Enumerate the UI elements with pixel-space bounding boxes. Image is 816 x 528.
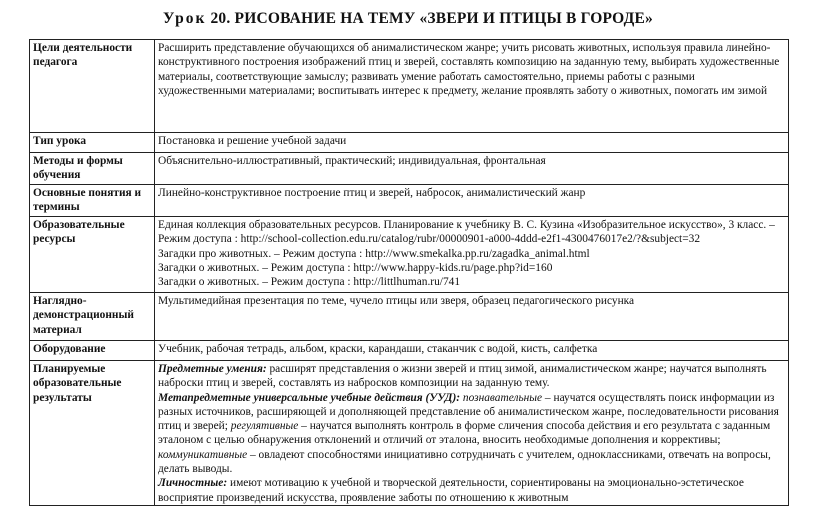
row-label-concepts: Основные понятия и термины bbox=[30, 185, 155, 217]
resource-line: Загадки про животных. – Режим доступа : http://www.smekalka.pp.ru/zagadka_animal.html bbox=[158, 247, 590, 260]
subject-skills-text: расширят представления о жизни зверей и птиц зимой, анималистическом жанре; научатся выполнять наброски птиц и зверей, составлять из набросков композиции на заданную тему. bbox=[158, 363, 767, 390]
row-value-resources bbox=[155, 217, 789, 293]
row-value-lesson-type: Постановка и решение учебной задачи bbox=[155, 133, 789, 153]
cognitive-label: познавательные bbox=[462, 391, 543, 404]
table-row bbox=[30, 217, 789, 293]
row-label-goals: Цели деятельности педагога bbox=[30, 40, 155, 133]
communicative-label: коммуникативные bbox=[158, 448, 248, 461]
regulatory-text: – научатся выполнять контроль в форме сличения способа действия и его результата с заданным эталоном с целью обнаружения отклонений и отличий от эталона, вносить необходимые дополнения и коррективы; bbox=[158, 420, 771, 447]
row-value-concepts: Линейно-конструктивное построение птиц и зверей, набросок, анималистический жанр bbox=[155, 185, 789, 217]
row-label-methods: Методы и формы обучения bbox=[30, 153, 155, 185]
page-title bbox=[0, 10, 816, 28]
table-row bbox=[30, 185, 789, 217]
subject-skills-title: Предметные умения: bbox=[158, 363, 267, 375]
table-row bbox=[30, 133, 789, 153]
row-value-equipment: Учебник, рабочая тетрадь, альбом, краски, карандаши, стаканчик с водой, кисть, салфетка bbox=[155, 341, 789, 361]
table-row bbox=[30, 153, 789, 185]
resource-line: Единая коллекция образовательных ресурсов. Планирование к учебнику В. С. Кузина «Изобразительное искусство», 3 класс. – Режим доступа : http://school-collection.edu.ru/catalog/rubr/00000901-a000-4ddd-e2f1-4300476017e2/?&subject=32 bbox=[158, 219, 775, 246]
lesson-word: Урок bbox=[163, 10, 207, 27]
table-row bbox=[30, 293, 789, 341]
row-value-goals: Расширить представление обучающихся об анималистическом жанре; учить рисовать животных, используя правила линейно-конструктивного построения изображений птиц и зверей, составлять композицию на заданную тему, выбирать художественные материалы, соответствующие замыслу; развивать умение работать самостоятельно, приемы работы с разными художественными материалами; воспитывать интерес к предмету, желание проявлять заботу о животных, помогать им зимой bbox=[155, 40, 789, 133]
table-row bbox=[30, 341, 789, 361]
row-label-lesson-type: Тип урока bbox=[30, 133, 155, 153]
row-label-results: Планируемые образовательные результаты bbox=[30, 361, 155, 506]
row-value-methods: Объяснительно-иллюстративный, практический; индивидуальная, фронтальная bbox=[155, 153, 789, 185]
personal-title: Личностные: bbox=[158, 477, 228, 490]
row-value-visual-material: Мультимедийная презентация по теме, чучело птицы или зверя, образец педагогического рисунка bbox=[155, 293, 789, 341]
row-value-results bbox=[155, 361, 789, 506]
row-label-visual-material: Наглядно-демонстрационный материал bbox=[30, 293, 155, 341]
resource-line: Загадки о животных. – Режим доступа : http://littlhuman.ru/741 bbox=[158, 276, 461, 289]
table-row bbox=[30, 361, 789, 506]
meta-uud-title: Метапредметные универсальные учебные действия (УУД): bbox=[158, 391, 461, 404]
resource-line: Загадки о животных. – Режим доступа : http://www.happy-kids.ru/page.php?id=160 bbox=[158, 261, 553, 274]
table-row bbox=[30, 40, 789, 133]
personal-text: имеют мотивацию к учебной и творческой деятельности, сориентированы на эмоционально-эстетическое восприятие произведений искусства, проявление заботы по отношению к животным bbox=[158, 477, 744, 504]
cognitive-text: – научатся осуществлять поиск информации из разных источников, расширяющей и дополняющей представление об анималистическом жанре, последовательности рисования птиц и зверей; bbox=[158, 391, 779, 433]
regulatory-label: регулятивные bbox=[230, 420, 299, 433]
row-label-resources: Образовательные ресурсы bbox=[30, 217, 155, 293]
lesson-title: 20. РИСОВАНИЕ НА ТЕМУ «ЗВЕРИ И ПТИЦЫ В ГОРОДЕ» bbox=[210, 10, 653, 27]
communicative-text: – овладеют способностями инициативно сотрудничать с учителем, одноклассниками, отвечать на вопросы, делать выводы. bbox=[158, 448, 771, 476]
row-label-equipment: Оборудование bbox=[30, 341, 155, 361]
lesson-plan-table bbox=[29, 39, 789, 506]
